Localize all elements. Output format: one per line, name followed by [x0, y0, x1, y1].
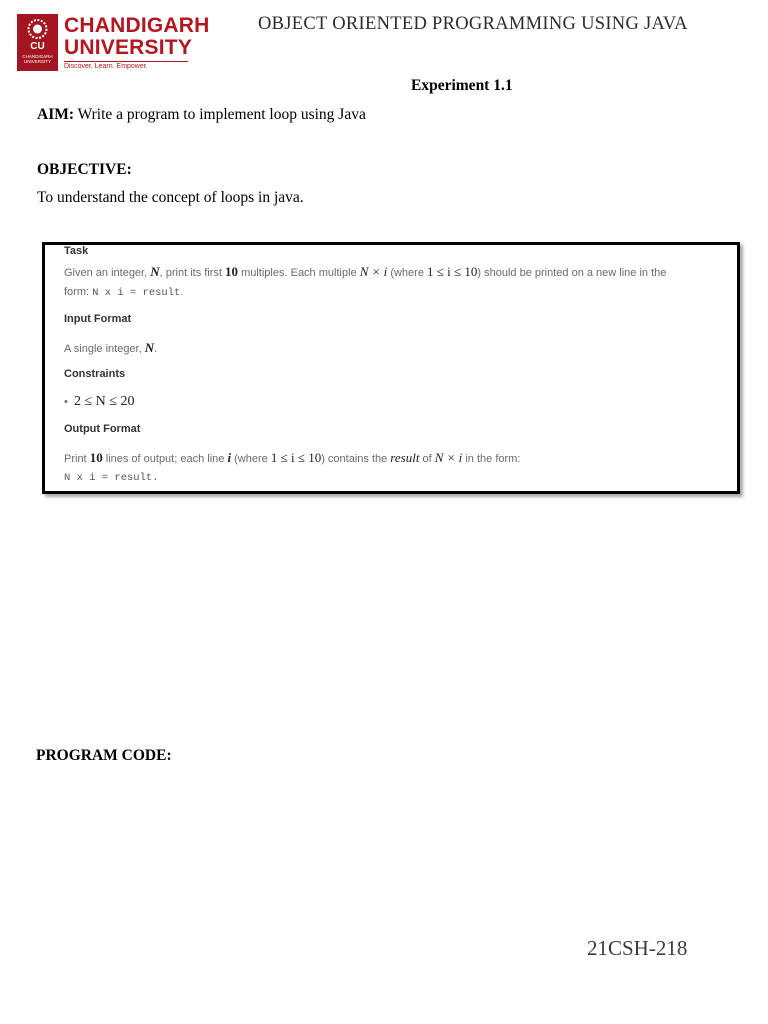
logo-emblem-text: CU	[30, 41, 45, 52]
text-fragment: form:	[64, 286, 93, 298]
output-format-line1	[64, 450, 520, 466]
program-code-heading: PROGRAM CODE:	[36, 747, 172, 764]
math-result: result	[390, 450, 420, 465]
text-fragment: .	[154, 343, 158, 355]
code-format: N x i = result	[92, 287, 181, 299]
course-code: 21CSH-218	[587, 936, 688, 960]
code-format: N x i = result.	[64, 472, 159, 484]
text-fragment: A single integer,	[64, 343, 145, 355]
text-fragment: multiples. Each multiple	[238, 267, 360, 279]
math-expr: N × i	[359, 264, 388, 279]
text-fragment: lines of output; each line	[102, 453, 228, 465]
output-format-heading: Output Format	[64, 423, 141, 435]
math-constraint: 2 ≤ N ≤ 20	[73, 394, 135, 409]
text-fragment: Given an integer,	[64, 267, 151, 279]
university-logo	[17, 14, 210, 72]
math-range: 1 ≤ i ≤ 10	[270, 450, 322, 465]
text-fragment: .	[180, 286, 184, 298]
logo-name-line2: UNIVERSITY	[64, 36, 193, 59]
logo-name-line1: CHANDIGARH	[64, 14, 210, 37]
aim-text: Write a program to implement loop using Java	[74, 106, 366, 123]
text-fragment: (where	[231, 453, 271, 465]
experiment-title: Experiment 1.1	[411, 77, 513, 94]
constraint-item	[64, 394, 134, 410]
logo-emblem	[17, 14, 58, 71]
logo-divider	[64, 61, 188, 62]
course-title: OBJECT ORIENTED PROGRAMMING USING JAVA	[258, 14, 688, 34]
objective-text: To understand the concept of loops in java.	[37, 189, 304, 206]
math-expr: N × i	[434, 450, 463, 465]
input-format-text	[64, 340, 157, 356]
task-description-line1	[64, 264, 666, 280]
logo-tagline: Discover. Learn. Empower.	[64, 63, 148, 70]
math-ten: 10	[89, 450, 103, 465]
math-var: N	[144, 340, 155, 355]
gear-icon	[21, 17, 54, 41]
text-fragment: of	[419, 453, 435, 465]
task-statement-box	[42, 242, 740, 494]
output-format-line2	[64, 471, 159, 484]
aim-line	[37, 106, 366, 124]
text-fragment: in the form:	[462, 453, 521, 465]
bullet: •	[64, 396, 68, 408]
logo-emblem-subtext: CHANDIGARH UNIVERSITY	[22, 54, 53, 64]
input-format-heading: Input Format	[64, 313, 132, 325]
objective-heading: OBJECTIVE:	[37, 161, 132, 178]
text-fragment: , print its first	[159, 267, 226, 279]
math-var: N	[150, 264, 160, 279]
text-fragment: ) should be printed on a new line in the	[477, 267, 667, 279]
aim-label: AIM:	[37, 106, 75, 123]
constraints-heading: Constraints	[64, 368, 126, 380]
task-heading: Task	[64, 245, 89, 257]
text-fragment: (where	[387, 267, 428, 279]
text-fragment: ) contains the	[321, 453, 391, 465]
text-fragment: Print	[64, 453, 90, 465]
math-range: 1 ≤ i ≤ 10	[427, 264, 478, 279]
math-ten: 10	[225, 264, 239, 279]
task-description-line2	[64, 286, 183, 299]
math-n	[145, 340, 154, 355]
math-n	[150, 264, 159, 279]
math-var: i	[227, 450, 232, 465]
